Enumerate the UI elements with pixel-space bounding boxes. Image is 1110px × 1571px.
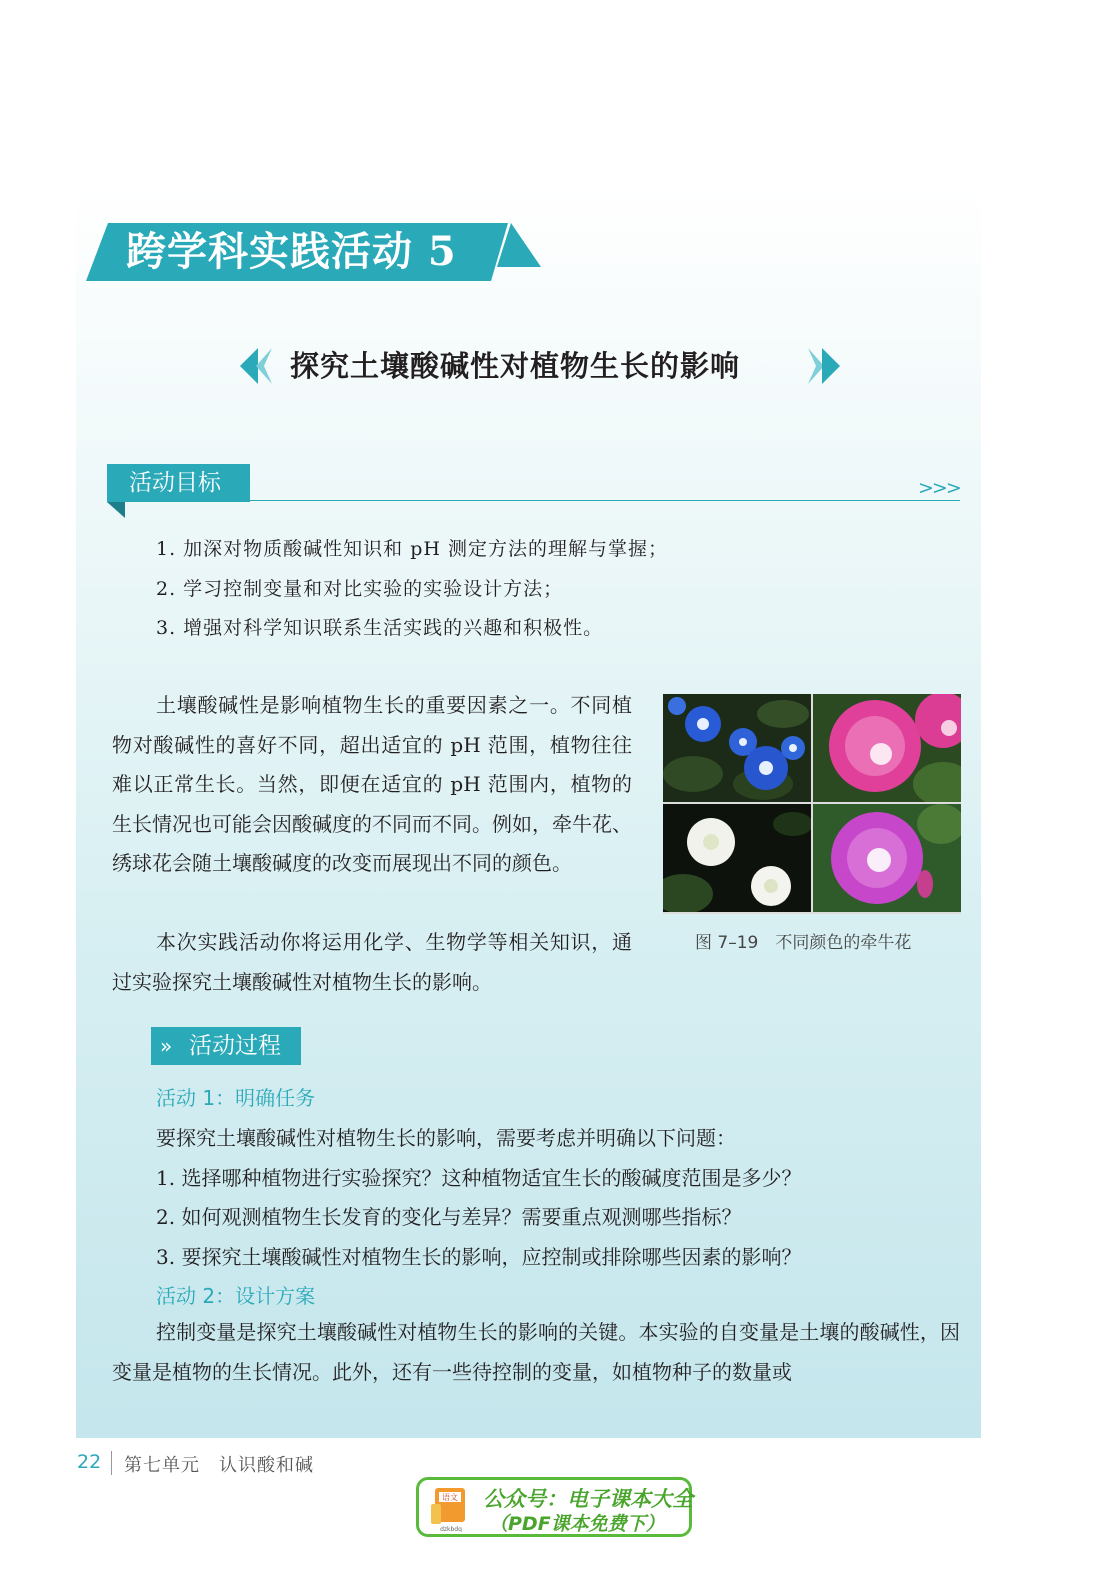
goal-item-3: 3. 增强对科学知识联系生活实践的兴趣和积极性。 (156, 617, 604, 639)
blue-morning-glory-photo (663, 694, 811, 802)
goals-label: 活动目标 (129, 470, 221, 496)
page-subtitle: 探究土壤酸碱性对植物生长的影响 (290, 349, 741, 383)
white-morning-glory-photo (663, 804, 811, 912)
activity-1-intro: 要探究土壤酸碱性对植物生长的影响，需要考虑并明确以下问题： (156, 1126, 736, 1150)
watermark-badge (416, 1477, 692, 1537)
activity-2-paragraph: 控制变量是探究土壤酸碱性对植物生长的影响的关键。本实验的自变量是土壤的酸碱性，因变量是植物的生长情况。此外，还有一些待控制的变量，如植物种子的数量或 (112, 1320, 960, 1384)
banner-title: 跨学科实践活动 5 (126, 228, 457, 275)
double-chevron-icon: » (160, 1034, 170, 1058)
page-number: 22 (77, 1451, 102, 1473)
activity-2-heading: 活动 2：设计方案 (156, 1284, 316, 1308)
right-chevron-icon (806, 348, 840, 384)
pink-morning-glory-photo (813, 694, 961, 802)
activity-1-heading: 活动 1：明确任务 (156, 1086, 316, 1110)
goals-divider (250, 500, 960, 501)
activity-banner (86, 223, 541, 281)
goals-tag-fold (107, 502, 125, 518)
process-label: 活动过程 (189, 1033, 281, 1059)
watermark-line-1: 公众号：电子课本大全 (483, 1487, 693, 1511)
intro-paragraph-1: 土壤酸碱性是影响植物生长的重要因素之一。不同植物对酸碱性的喜好不同，超出适宜的 pH 范围，植物往往难以正常生长。当然，即便在适宜的 pH 范围内，植物的生长情况也可能会因酸碱度的不同而不同。例如，牵牛花、绣球花会随土壤酸碱度的改变而展现出不同的颜色。 (112, 693, 632, 875)
goals-tag (107, 464, 250, 502)
book-logo-icon (429, 1486, 473, 1532)
goal-item-1: 1. 加深对物质酸碱性知识和 pH 测定方法的理解与掌握； (156, 538, 668, 560)
footer-divider (111, 1451, 112, 1475)
watermark-line-2: （PDF课本免费下） (489, 1513, 665, 1535)
activity-1-question-3: 3. 要探究土壤酸碱性对植物生长的影响，应控制或排除哪些因素的影响？ (156, 1245, 802, 1269)
goals-arrows-icon: >>> (918, 477, 960, 499)
process-tag (151, 1027, 301, 1065)
intro-paragraph-2: 本次实践活动你将运用化学、生物学等相关知识，通过实验探究土壤酸碱性对植物生长的影响。 (112, 930, 632, 994)
footer-unit-title: 第七单元 认识酸和碱 (124, 1455, 314, 1476)
figure-caption: 图 7–19 不同颜色的牵牛花 (695, 933, 912, 953)
activity-1-question-2: 2. 如何观测植物生长发育的变化与差异？需要重点观测哪些指标？ (156, 1205, 742, 1229)
activity-1-question-1: 1. 选择哪种植物进行实验探究？这种植物适宜生长的酸碱度范围是多少？ (156, 1166, 802, 1190)
purple-morning-glory-photo (813, 804, 961, 912)
morning-glory-figure (663, 694, 961, 914)
book-logo-label: 语文 (442, 1493, 458, 1502)
book-logo-subtext: dzkbdq (440, 1526, 462, 1532)
subtitle-block (240, 340, 840, 392)
left-chevron-icon (240, 348, 274, 384)
goal-item-2: 2. 学习控制变量和对比实验的实验设计方法； (156, 578, 564, 600)
